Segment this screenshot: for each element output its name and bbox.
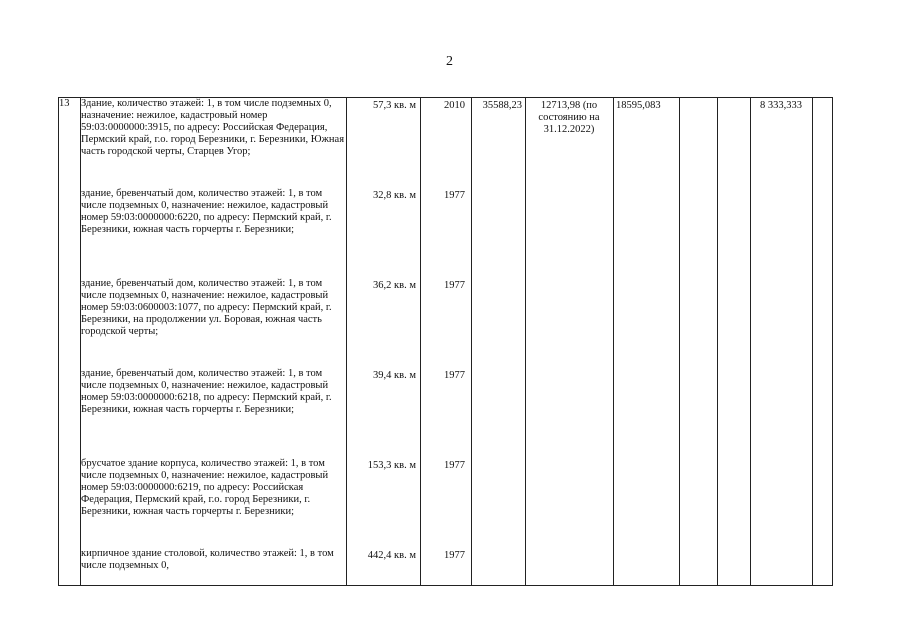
property-description: брусчатое здание корпуса, количество этажей: 1, в том числе подземных 0, назначение: нежилое, кадастровый номер 59:03:0000000:6219, по адресу: Российская Федерация, Пермский край, г.о. город Березники, г. Березники, южная часть горчерты г. Березники; — [81, 458, 329, 517]
page-number: 2 — [446, 54, 453, 69]
value-a: 35588,23 — [482, 100, 522, 111]
property-area: 32,8 кв. м — [373, 190, 416, 201]
property-description: Здание, количество этажей: 1, в том числе подземных 0, назначение: нежилое, кадастровый номер 59:03:0000000:3915, по адресу: Российская Федерация, Пермский край, г.о. город Березники, г. Березники, Южная часть городской черты, Старцев Угор; — [81, 98, 345, 157]
area-cell — [347, 98, 421, 586]
value-f: 8 333,333 — [760, 100, 802, 111]
property-year: 1977 — [444, 370, 465, 381]
value-cell-e — [718, 98, 751, 586]
property-area: 39,4 кв. м — [373, 370, 416, 381]
value-cell-a — [472, 98, 526, 586]
property-year: 2010 — [444, 100, 465, 111]
value-cell-d — [680, 98, 718, 586]
property-description: здание, бревенчатый дом, количество этажей: 1, в том числе подземных 0, назначение: нежилое, кадастровый номер 59:03:0000000:6220, по адресу: Пермский край, г. Березники, южная часть горчерты г. Березники; — [81, 188, 332, 235]
value-c: 18595,083 — [616, 100, 661, 111]
property-area: 57,3 кв. м — [373, 100, 416, 111]
year-cell — [421, 98, 472, 586]
property-year: 1977 — [444, 550, 465, 561]
value-g — [813, 98, 832, 100]
property-area: 442,4 кв. м — [367, 550, 416, 561]
value-b: 12713,98 (по состоянию на 31.12.2022) — [538, 100, 600, 135]
property-area: 153,3 кв. м — [367, 460, 416, 471]
row-number: 13 — [59, 98, 81, 586]
property-description: здание, бревенчатый дом, количество этажей: 1, в том числе подземных 0, назначение: нежилое, кадастровый номер 59:03:0600003:1077, по адресу: Пермский край, г. Березники, на продолжении ул. Боровая, южная часть городской черты; — [81, 278, 332, 337]
property-description: здание, бревенчатый дом, количество этажей: 1, в том числе подземных 0, назначение: нежилое, кадастровый номер 59:03:0000000:6218, по адресу: Пермский край, г. Березники, южная часть горчерты г. Березники; — [81, 368, 332, 415]
value-cell-g — [813, 98, 833, 586]
description-cell — [81, 98, 347, 586]
value-cell-b — [526, 98, 614, 586]
table-row — [59, 98, 833, 586]
property-area: 36,2 кв. м — [373, 280, 416, 291]
property-year: 1977 — [444, 460, 465, 471]
value-cell-f — [751, 98, 813, 586]
property-table — [58, 97, 833, 586]
property-year: 1977 — [444, 190, 465, 201]
property-year: 1977 — [444, 280, 465, 291]
value-e — [718, 98, 750, 100]
property-description: кирпичное здание столовой, количество этажей: 1, в том числе подземных 0, — [81, 548, 334, 571]
value-cell-c — [614, 98, 680, 586]
value-d — [680, 98, 717, 100]
